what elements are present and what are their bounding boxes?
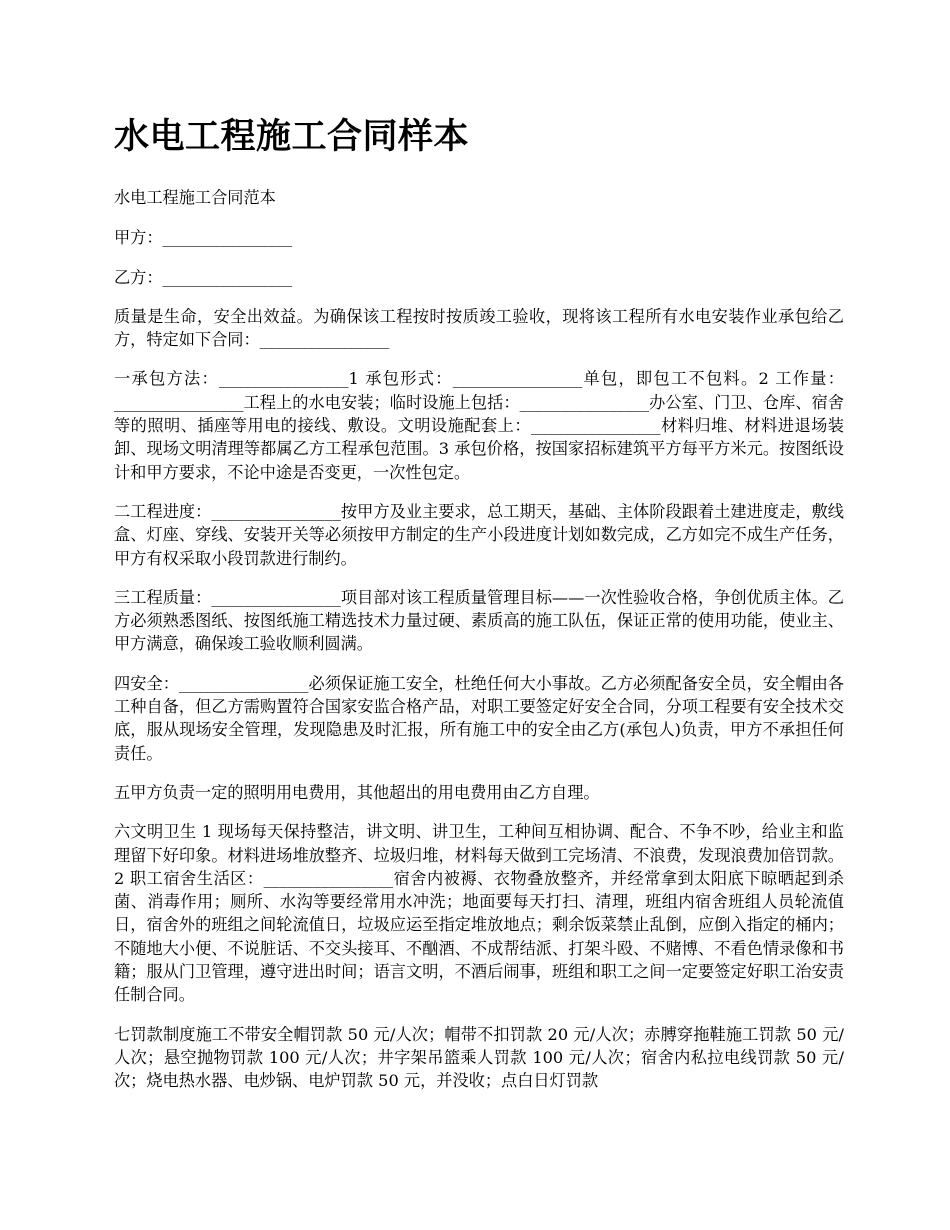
paragraph-quality: 三工程质量：________________项目部对该工程质量管理目标——一次性验收合格，争创优质主体。乙方必须熟悉图纸、按图纸施工精选技术力量过硬、素质高的施工队伍，保证正常的使用功能，使业主、甲方满意，确保竣工验收顺利圆满。 — [114, 587, 844, 654]
paragraph-schedule: 二工程进度：________________按甲方及业主要求，总工期天，基础、主体阶段跟着土建进度走，敷线盒、灯座、穿线、安装开关等必须按甲方制定的生产小段进度计划如数完成，乙方如完不成生产任务，甲方有权采取小段罚款进行制约。 — [114, 501, 844, 568]
document-subtitle: 水电工程施工合同范本 — [114, 188, 276, 207]
paragraph-electricity: 五甲方负责一定的照明用电费用，其他超出的用电费用由乙方自理。 — [114, 782, 600, 802]
party-a-line: 甲方：________________ — [114, 228, 293, 248]
paragraph-safety: 四安全：________________必须保证施工安全，杜绝任何大小事故。乙方必须配备安全员，安全帽由各工种自备，但乙方需购置符合国家安监合格产品，对职工要签定好安全合同，分项工程要有安全技术交底，服从现场安全管理，发现隐患及时汇报，所有施工中的安全由乙方(承包人)负责，甲方不承担任何责任。 — [114, 673, 844, 763]
paragraph-penalties: 七罚款制度施工不带安全帽罚款 50 元/人次；帽带不扣罚款 20 元/人次；赤膊穿拖鞋施工罚款 50 元/人次；悬空抛物罚款 100 元/人次；井字架吊篮乘人罚款 100 元/人次；宿舍内私拉电线罚款 50 元/次；烧电热水器、电炒锅、电炉罚款 50 元，并没收；点白日灯罚款 — [114, 1024, 844, 1091]
paragraph-contract-method: 一承包方法：________________1 承包形式：________________单包，即包工不包料。2 工作量：________________工程上的水电安装；临时设施上包括：________________办公室、门卫、仓库、宿舍等的照明、插座等用电的接线、敷设。文明设施配套上：________________材料归堆、材料进退场装卸、现场文明清理等都属乙方工程承包范围。3 承包价格，按国家招标建筑平方每平方米元。按图纸设计和甲方要求，不论中途是否变更，一次性包定。 — [114, 369, 844, 482]
party-b-line: 乙方：________________ — [114, 267, 293, 287]
document-title: 水电工程施工合同样本 — [114, 116, 470, 157]
document-page — [114, 112, 844, 1109]
paragraph-preamble: 质量是生命，安全出效益。为确保该工程按时按质竣工验收，现将该工程所有水电安装作业承包给乙方，特定如下合同：________________ — [114, 306, 844, 350]
paragraph-hygiene: 六文明卫生 1 现场每天保持整洁，讲文明、讲卫生，工种间互相协调、配合、不争不吵，给业主和监理留下好印象。材料进场堆放整齐、垃圾归堆，材料每天做到工完场清、不浪费，发现浪费加倍罚款。2 职工宿舍生活区：________________宿舍内被褥、衣物叠放整齐，并经常拿到太阳底下晾晒起到杀菌、消毒作用；厕所、水沟等要经常用水冲洗；地面要每天打扫、清理，班组内宿舍班组人员轮流值日，宿舍外的班组之间轮流值日，垃圾应运至指定堆放地点；剩余饭菜禁止乱倒，应倒入指定的桶内；不随地大小便、不说脏话、不交头接耳、不酗酒、不成帮结派、打架斗殴、不赌博、不看色情录像和书籍；服从门卫管理，遵守进出时间；语言文明，不酒后闹事，班组和职工之间一定要签定好职工治安责任制合同。 — [114, 822, 844, 1005]
